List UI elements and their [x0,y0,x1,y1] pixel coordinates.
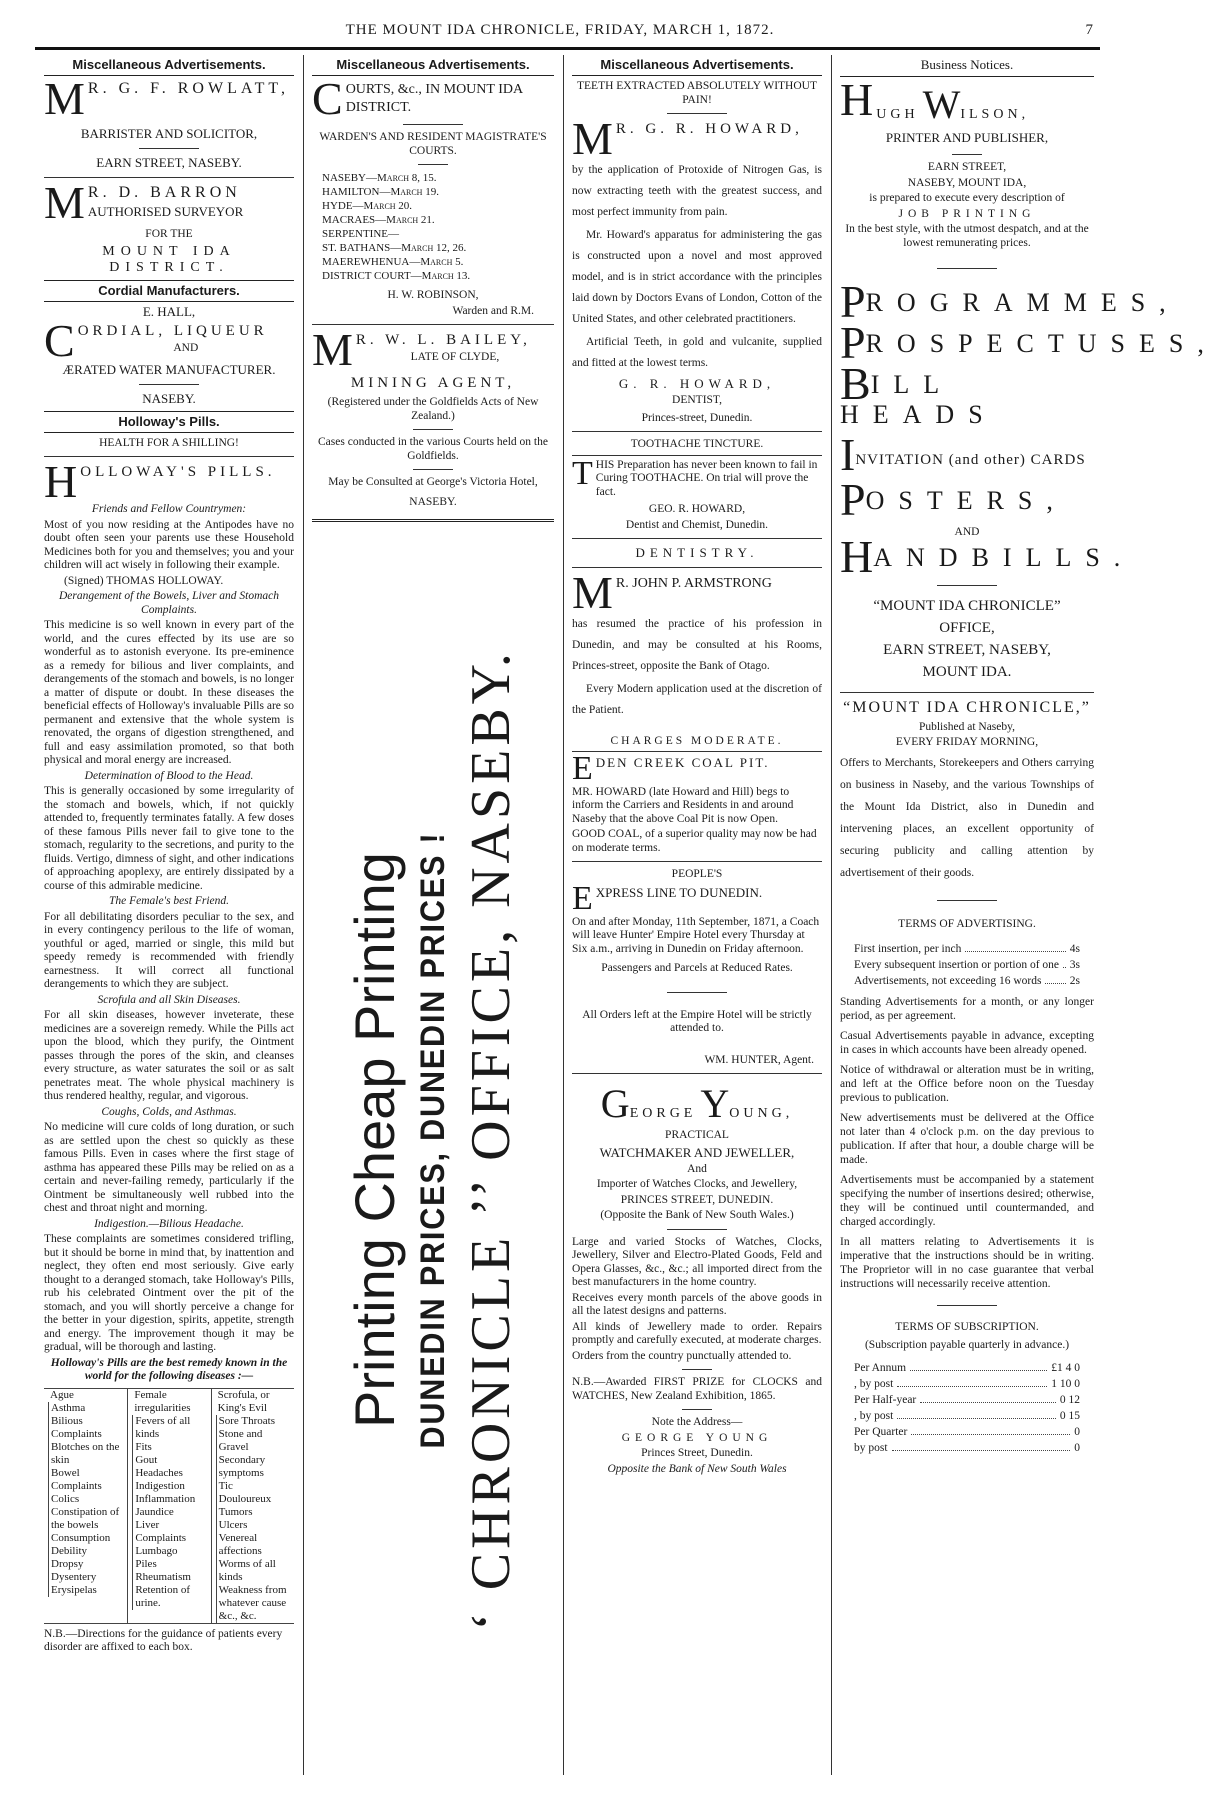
drop-cap: H [840,74,874,125]
ad-pre: PEOPLE'S [671,868,723,880]
ad-signed: (Signed) THOMAS HOLLOWAY. [64,574,224,587]
cheap-printing-promo [313,540,553,1740]
disease-item: Asthma [48,1402,123,1415]
terms-text: Casual Advertisements payable in advance, excepting in cases in which accounts have been already opened. [840,1029,1094,1056]
ad-role: Dentist and Chemist, Dunedin. [625,518,769,531]
terms-text: Notice of withdrawal or alteration must be in writing, and left at the Office before noon on the Tuesday previous to publication. [840,1063,1094,1104]
disease-item: Retention of urine. [132,1584,206,1610]
item-label: ILL HEADS [840,370,997,429]
ad-address: Princes-street, Dunedin. [641,411,753,424]
disease-item: Inflammation [132,1493,206,1506]
drop-cap: H [44,456,78,507]
disease-item: Headaches [132,1467,206,1480]
ad-subhead: Determination of Blood to the Head. [84,769,254,782]
ad-title: “MOUNT IDA CHRONICLE,” [843,698,1091,716]
ad-subhead: Friends and Fellow Countrymen: [91,503,247,515]
disease-item: Liver Complaints [132,1519,206,1545]
disease-item: Gout [132,1454,206,1467]
court-date: NASEBY—March 8, 15. [322,172,437,184]
ad-text: WATCHMAKER AND JEWELLER, [599,1144,795,1160]
hall-ad [44,304,294,407]
ad-town: NASEBY. [409,495,457,508]
ad-signer: H. W. ROBINSON, [387,289,479,301]
page-number: 7 [1085,22,1094,38]
ad-headline: TEETH EXTRACTED ABSOLUTELY WITHOUT PAIN! [577,80,817,106]
drop-cap: P [840,276,866,327]
ad-text: May be Consulted at George's Victoria Hotel, [328,476,538,488]
ad-text: This medicine is so well known in every part of the world, and the cures effected by its use are so wonderful as to astonish everyone. Its pre-eminence as a remedy for bilious and liver complaints, and derangements of the stomach and bowels, is no longer a matter of dispute or doubt. In these diseases the beneficial effects of Holloway's invaluable Pills are so permanent and extensive that the whole system is renovated, the organs of digestion strengthened, and full and easy assimilation promoted, so that both physical and moral energy are increased. [44,619,294,766]
disease-column [211,1389,294,1623]
ad-text: is prepared to execute every description of [869,192,1065,204]
ad-text: Opposite the Bank of New South Wales [607,1462,787,1475]
subs-row: Per Annum £1 4 0 [854,1361,1080,1374]
section-header: Miscellaneous Advertisements. [44,55,294,76]
drop-cap: P [840,317,866,368]
ad-agent: MINING AGENT, [350,375,516,391]
column-divider [563,55,564,1775]
printing-item [840,429,1094,480]
column-4 [834,55,1218,1775]
promo-line: Printing Cheap Printing [343,852,406,1428]
terms-text: New advertisements must be delivered at the Office not later than 4 o'clock p.m. on the day previous to publication. If after that hour, a double charge will be made. [840,1111,1094,1166]
ad-name: OUNG, [729,1106,794,1121]
ad-subhead: Holloway's Pills are the best remedy known in the world for the following diseases :— [50,1356,288,1382]
printing-item [840,358,1094,430]
express-ad [572,868,822,1067]
ad-subhead: Derangement of the Bowels, Liver and Stomach Complaints. [58,590,280,616]
ad-text: MR. HOWARD (late Howard and Hill) begs to inform the Carriers and Residents in and around Naseby that the above Coal Pit is now Open. [572,785,794,825]
bailey-ad [312,324,554,509]
disease-item: Lumbago [132,1545,206,1558]
ad-name: R. JOHN P. ARMSTRONG [615,576,772,591]
disease-item: Secondary symptoms [216,1454,290,1480]
ad-district: MOUNT IDA DISTRICT. [102,243,236,275]
subs-row: Per Half-year 0 12 [854,1393,1080,1406]
disease-item: Debility [48,1545,123,1558]
disease-item: Rheumatism [132,1571,206,1584]
terms-text: In all matters relating to Advertisements it is imperative that the instructions should be in writing. The Proprietor will in no case guarantee that verbal instructions will necessarily receive attention. [840,1235,1094,1290]
ad-text: Passengers and Parcels at Reduced Rates. [601,962,793,974]
chronicle-ad [840,699,1094,884]
ad-text: OFFICE, [939,619,995,636]
court-date: DISTRICT COURT—March 13. [322,270,471,282]
ad-line: ÆRATED WATER MANUFACTURER. [62,361,276,377]
drop-cap: C [312,73,343,124]
section-header: Business Notices. [840,55,1094,77]
ad-text: No medicine will cure colds of long duration, or such as are settled upon the chest so quickly as these famous Pills. Even in cases where the first stage of asthma has appeared these Pills may be relied on as a certain and never-failing remedy, particularly if the Ointment be simultaneously well rubbed into the chest and throat night and morning. [44,1121,294,1214]
ad-late: LATE OF CLYDE, [410,351,500,363]
disease-item: Fits [132,1441,206,1454]
subscription-terms [840,1320,1094,1456]
ad-text: All kinds of Jewellery made to order. Repairs promptly and carefully executed, at moderate charges. [572,1320,822,1346]
ad-text: Note the Address— [651,1416,743,1428]
printing-item [840,317,1218,368]
ad-address: EARN STREET, NASEBY. [96,155,242,170]
disease-item: Sore Throats [216,1415,290,1428]
court-dates [312,171,554,283]
promo-line: ‘ CHRONICLE ’’ OFFICE, NASEBY. [460,649,522,1631]
disease-item: Erysipelas [48,1584,123,1597]
column-divider [831,55,832,1775]
drop-cap: Y [700,1081,730,1126]
disease-column [127,1389,210,1623]
ad-text: by the application of Protoxide of Nitrogen Gas, is now extracting teeth with the greatest success, and most perfect immunity from pain. [572,164,822,218]
printing-item [840,530,1135,582]
ad-text: EARN STREET, NASEBY, [883,641,1051,658]
drop-cap: B [840,358,871,409]
section-header: Miscellaneous Advertisements. [572,55,822,76]
disease-column [44,1389,127,1623]
disease-item: Tumors [216,1506,290,1519]
disease-item: Dysentery [48,1571,123,1584]
ad-text: All Orders left at the Empire Hotel will be strictly attended to. [582,1008,812,1034]
subs-row: , by post 1 10 0 [854,1377,1080,1390]
howard-ad [572,113,822,425]
office-ad [840,598,1094,680]
ad-note: N.B.—Directions for the guidance of patients every disorder are affixed to each box. [44,1627,283,1653]
subs-row: by post 0 [854,1441,1080,1454]
drop-cap: P [840,474,866,525]
ad-name: EORGE [629,1106,697,1121]
disease-item: &c., &c. [216,1610,290,1623]
disease-item: Blotches on the skin [48,1441,123,1467]
drop-cap: C [44,314,75,366]
ad-role: PRINTER AND PUBLISHER, [885,130,1049,145]
terms-title: TERMS OF SUBSCRIPTION. [895,1320,1039,1333]
ad-text: MOUNT IDA. [922,663,1012,680]
court-date: ST. BATHANS—March 12, 26. [322,242,467,254]
court-date: HYDE—March 20. [322,200,413,212]
column-3 [566,55,828,1775]
disease-item: Ague [50,1388,74,1401]
ad-text: Importer of Watches Clocks, and Jewellery, [596,1178,798,1190]
ad-name: R. D. BARRON [87,184,241,201]
ad-text: “MOUNT IDA CHRONICLE” [873,597,1061,614]
ad-signature: GEO. R. HOWARD, [648,503,746,515]
young-ad [572,1080,822,1476]
terms-row: First insertion, per inch 4s [854,942,1080,955]
ad-text: PRACTICAL [665,1129,729,1141]
ad-name: E. HALL, [142,303,196,319]
printing-item [840,276,1180,327]
ad-text: PRINCES STREET, DUNEDIN. [620,1193,774,1206]
disease-item: Indigestion [132,1480,206,1493]
ad-role: AUTHORISED SURVEYOR [87,204,244,219]
ad-text: Mr. Howard's apparatus for administering the gas is constructed upon a novel and most approved model, and is in strict accordance with the principles laid down by Doctors Evans of London, Cotton of the United States, and other celebrated practitioners. [572,229,822,325]
ad-title: DEN CREEK COAL PIT. [595,754,770,770]
section-header: Holloway's Pills. [44,411,294,433]
ad-subhead: WARDEN'S AND RESIDENT MAGISTRATE'S COURTS. [319,131,547,157]
section-header: Miscellaneous Advertisements. [312,55,554,76]
ad-role: BARRISTER AND SOLICITOR, [80,126,258,141]
section-header: Cordial Manufacturers. [44,280,294,302]
subs-row: Per Quarter 0 [854,1425,1080,1438]
disease-item: Female irregularities [134,1388,191,1414]
terms-text: Standing Advertisements for a month, or any longer period, as per agreement. [840,995,1094,1022]
ad-text: Offers to Merchants, Storekeepers and Others carrying on business in Naseby, and the various Townships of the Mount Ida District, also in Dunedin and intervening places, an excellent opportunity of securing publicity and calling attention by advertisement of their goods. [840,756,1094,879]
terms-title: TERMS OF ADVERTISING. [898,917,1036,930]
terms-note: (Subscription payable quarterly in advance.) [864,1338,1070,1351]
ad-text: N.B.—Awarded FIRST PRIZE for CLOCKS and WATCHES, New Zealand Exhibition, 1865. [572,1376,822,1402]
disease-item: Bilious Complaints [48,1415,123,1441]
ad-text: Most of you now residing at the Antipodes have no doubt often seen your parents use these Household Medicines both for you and themselves; you and your children will act wisely in following their example. [44,518,294,571]
ad-and: AND [173,341,199,354]
ad-title: TOOTHACHE TINCTURE. [630,438,764,450]
court-date: SERPENTINE— [322,228,399,240]
coal-ad [572,749,822,856]
ad-title: OLLOWAY'S PILLS. [80,464,276,480]
ad-text: Orders from the country punctually attended to. [572,1349,792,1362]
drop-cap: G [600,1081,630,1126]
disease-item: Stone and Gravel [216,1428,290,1454]
disease-item: Fevers of all kinds [132,1415,206,1441]
disease-item: Dropsy [48,1558,123,1571]
ad-text: NASEBY, MOUNT IDA, [907,176,1027,189]
masthead [20,22,1100,44]
ad-text: (Opposite the Bank of New South Wales.) [600,1209,794,1221]
drop-cap: E [572,749,593,787]
disease-item: Weakness from whatever cause [216,1584,290,1610]
court-date: MACRAES—March 21. [322,214,435,226]
disease-item: Colics [48,1493,123,1506]
ad-town: NASEBY. [142,390,196,406]
drop-cap: M [572,567,613,618]
ad-text: GEORGE YOUNG [621,1431,773,1444]
barron-ad [44,177,294,276]
drop-cap: E [572,879,593,917]
ad-signature: G. R. HOWARD, [618,376,776,391]
ad-title: OURTS, &c., IN MOUNT IDA DISTRICT. [345,82,523,115]
ad-text: EVERY FRIDAY MORNING, [895,736,1039,748]
ad-name: R. G. F. ROWLATT, [87,80,289,97]
ad-text: JOB PRINTING [898,207,1036,220]
ad-text: Princes Street, Dunedin. [641,1447,753,1459]
ad-subhead: Scrofula and all Skin Diseases. [97,993,241,1006]
ad-text: EARN STREET, [927,161,1007,173]
ad-name: ILSON, [960,107,1030,122]
ad-text: For all debilitating disorders peculiar to the sex, and in every contingency perilous to the life of woman, youthful or aged, married or single, this mild but speedy remedy is recommended with friendly earnestness. It will correct all functional derangements to which they are subject. [44,910,294,990]
ad-text: These complaints are sometimes considered trifling, but it should be borne in mind that, by inattention and neglect, they often end most seriously. Give early thought to a deranged stomach, take Holloway's Pills, rub his celebrated Ointment over the pit of the stomach, and you will shortly perceive a change for the better in your digestion, spirits, appetite, strength and energy. The improvement though it may be gradual, will be thorough and lasting. [44,1233,294,1353]
ad-subhead: The Female's best Friend. [109,895,229,907]
subs-row: , by post 0 15 [854,1409,1080,1422]
health-line: HEALTH FOR A SHILLING! [99,436,239,449]
wilson-ad [840,74,1094,250]
masthead-title: THE MOUNT IDA CHRONICLE, FRIDAY, MARCH 1, 1872. [345,22,775,38]
item-label: ROSPECTUSES, [865,329,1218,358]
ad-name: UGH [876,107,919,122]
drop-cap: M [44,73,85,124]
ad-signer-role: Warden and R.M. [452,304,534,317]
drop-cap: H [840,530,874,582]
disease-item: Venereal affections [216,1532,290,1558]
ad-text: HIS Preparation has never been known to fail in Curing TOOTHACHE. On trial will prove the fact. [595,458,818,498]
disease-item: Tic Douloureux [216,1480,290,1506]
ad-text: Artificial Teeth, in gold and vulcanite, supplied and fitted at the lowest terms. [572,336,822,369]
disease-item: Bowel Complaints [48,1467,123,1493]
ad-text: On and after Monday, 11th September, 1871, a Coach will leave Hunter' Empire Hotel every Thursday at Six a.m., arriving in Dunedin on Friday afternoon. [572,915,820,955]
terms-row: Every subsequent insertion or portion of one 3s [854,958,1080,971]
disease-item: Ulcers [216,1519,290,1532]
ad-title: DENTISTRY. [635,545,759,560]
drop-cap: M [312,324,353,375]
printing-list [840,276,1218,525]
ad-text: And [687,1162,707,1175]
disease-item: Scrofula, or King's Evil [217,1388,270,1414]
ad-signature: WM. HUNTER, Agent. [704,1053,814,1066]
ad-title: XPRESS LINE TO DUNEDIN. [595,884,763,900]
tincture-ad [572,438,822,532]
disease-item: Consumption [48,1532,123,1545]
courts-ad [312,73,554,318]
printing-item [840,474,1094,525]
ad-text: In the best style, with the utmost despatch, and at the lowest remunerating prices. [845,223,1089,249]
drop-cap: W [922,82,961,127]
terms-row: Advertisements, not exceeding 16 words 2s [854,974,1080,987]
drop-cap: I [840,429,856,480]
item-label: OSTERS, [865,486,1067,515]
column-divider [303,55,304,1775]
ad-text: Every Modern application used at the discretion of the Patient. [572,683,822,716]
column-1 [38,55,300,1775]
armstrong-ad [572,567,822,749]
item-label: ANDBILLS. [873,542,1135,572]
terms-text: Advertisements must be accompanied by a statement specifying the number of insertions desired; otherwise, they will be continued until countermanded, and charged accordingly. [840,1173,1094,1228]
ad-text: Cases conducted in the various Courts held on the Goldfields. [318,436,548,462]
ad-name: R. G. R. HOWARD, [615,121,803,137]
ad-subhead: Coughs, Colds, and Asthmas. [101,1105,237,1118]
ad-text: For all skin diseases, however inveterate, these medicines are a sovereign remedy. While the Pills act upon the blood, which they purify, the Ointment passes through the pores of the skin, and cleanses every structure, as water saturates the soil or as salt penetrates meat. The whole physical machinery is thus rendered healthy, regular, and vigorous. [44,1009,294,1102]
ad-text: Receives every month parcels of the above goods in all the latest designs and patterns. [572,1291,822,1317]
rowlatt-ad [44,73,294,171]
disease-item: Jaundice [132,1506,206,1519]
court-date: MAEREWHENUA—March 5. [322,256,464,268]
ad-name: R. W. L. BAILEY, [355,332,531,348]
ad-text: has resumed the practice of his profession in Dunedin, and may be consulted at his Rooms, Princes-street, opposite the Bank of Otago. [572,618,822,672]
disease-item: Piles [132,1558,206,1571]
promo-line: DUNEDIN PRICES, DUNEDIN PRICES ! [414,831,452,1449]
disease-table [44,1388,294,1624]
disease-item: Worms of all kinds [216,1558,290,1584]
holloway-ad [44,456,294,1655]
ad-text: This is generally occasioned by some irregularity of the stomach and bowels, which, if not quickly attended to, frequently terminates fatally. A few doses of these famous Pills never fail to give tone to the stomach, regularity to the secretions, and purity to the fluids. Vertigo, dimness of sight, and other indications of approaching apoplexy, are entirely dissipated by a course of this admirable medicine. [44,785,294,892]
advertising-terms [840,917,1094,1291]
ad-charges: CHARGES MODERATE. [610,735,784,747]
ad-role: DENTIST, [672,394,722,406]
drop-cap: M [44,177,85,228]
item-label: ROGRAMMES, [865,288,1180,317]
disease-item: Constipation of the bowels [48,1506,123,1532]
drop-cap: M [572,113,613,164]
ad-text: Published at Naseby, [918,720,1016,733]
masthead-rule [35,47,1100,50]
court-date: HAMILTON—March 19. [322,186,439,198]
drop-cap: T [572,454,593,492]
ad-text: Large and varied Stocks of Watches, Clocks, Jewellery, Silver and Electro-Plated Goods, Feld and Opera Glasses, &c., &c.; all imported direct from the best manufacturers in the home country. [572,1235,822,1288]
item-label: NVITATION (and other) CARDS [855,452,1086,468]
ad-for: FOR THE [145,228,193,240]
list-and: AND [954,526,980,538]
ad-subhead: Indigestion.—Bilious Headache. [94,1217,244,1230]
ad-text: GOOD COAL, of a superior quality may now be had on moderate terms. [572,828,817,854]
ad-text: (Registered under the Goldfields Acts of New Zealand.) [327,396,539,422]
ad-line: ORDIAL, LIQUEUR [77,322,268,339]
